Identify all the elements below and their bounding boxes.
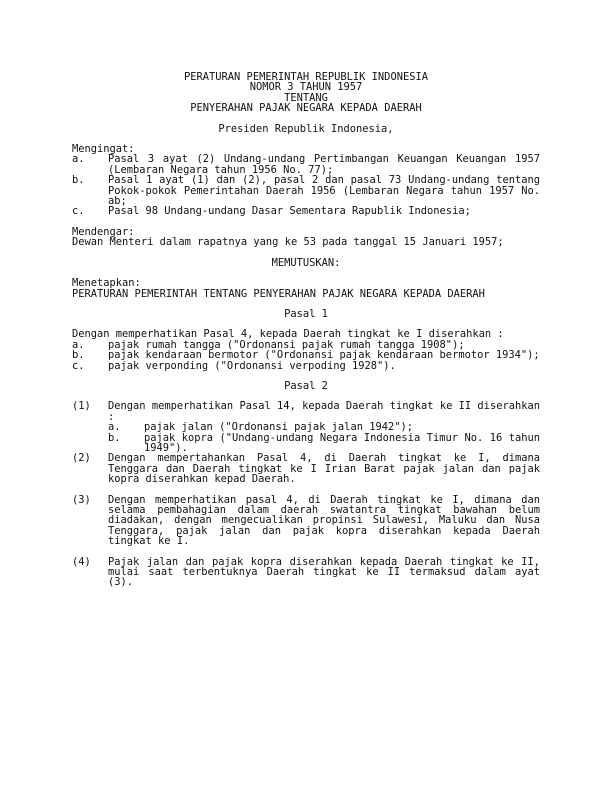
sub-text: pajak kopra ("Undang-undang Negara Indonesia Timur No. 16 tahun 1949"). (144, 431, 540, 454)
pasal-1-item (72, 350, 540, 360)
pasal-1-item (72, 361, 540, 371)
mengingat-item (72, 206, 540, 216)
sub-label: a. (108, 421, 121, 434)
mengingat-item (72, 175, 540, 206)
ayat-text: Dengan mempertahankan Pasal 4, di Daerah tingkat ke I, dimana Tenggara dan Daerah tingkat ke I Irian Barat pajak jalan dan pajak kopra diserahkan kepad Daerah. (108, 452, 540, 486)
item-label: c. (72, 359, 85, 372)
item-label: b. (72, 174, 85, 187)
pasal-1-title: Pasal 1 (284, 307, 328, 320)
pasal-1-intro: Dengan memperhatikan Pasal 4, kepada Daerah tingkat ke I diserahkan : (72, 328, 504, 341)
ayat-text: Pajak jalan dan pajak kopra diserahkan kepada Daerah tingkat ke II, mulai saat terbentuknya Daerah tingkat ke II termaksud dalam ayat (3). (108, 555, 540, 589)
title-block (72, 72, 540, 114)
item-text: Pasal 1 ayat (1) dan (2), pasal 2 dan pasal 73 Undang-undang tentang Pokok-pokok Pemerintahan Daerah 1956 (Lembaran Negara tahun 1957 No. ab; (108, 174, 540, 208)
pasal-2-ayat-4 (72, 557, 540, 588)
menetapkan-heading: Menetapkan: (72, 277, 141, 290)
item-text: pajak kendaraan bermotor ("Ordonansi pajak kendaraan bermotor 1934"); (108, 349, 540, 362)
mendengar-heading: Mendengar: (72, 225, 135, 238)
document-content (72, 72, 540, 588)
ayat-label: (4) (72, 555, 91, 568)
ayat-label: (3) (72, 493, 91, 506)
item-label: c. (72, 205, 85, 218)
title-line-4: PENYERAHAN PAJAK NEGARA KEPADA DAERAH (190, 102, 422, 115)
mengingat-item (72, 154, 540, 175)
ayat-label: (1) (72, 400, 91, 413)
title-line-3: TENTANG (284, 91, 328, 104)
ayat-text: Dengan memperhatikan Pasal 14, kepada Daerah tingkat ke II diserahkan : (108, 400, 540, 423)
pasal-2-title: Pasal 2 (284, 379, 328, 392)
ayat-label: (2) (72, 452, 91, 465)
memutuskan-heading: MEMUTUSKAN: (271, 256, 341, 269)
pasal-2-ayat-3 (72, 495, 540, 547)
item-label: a. (72, 338, 85, 351)
mendengar-text: Dewan Menteri dalam rapatnya yang ke 53 pada tanggal 15 Januari 1957; (72, 236, 504, 249)
item-label: a. (72, 153, 85, 166)
mengingat-heading: Mengingat: (72, 143, 135, 156)
title-line-1: PERATURAN PEMERINTAH REPUBLIK INDONESIA (184, 71, 428, 83)
sub-label: b. (108, 431, 121, 444)
ayat-sub-item (108, 433, 540, 454)
preamble: Presiden Republik Indonesia, (218, 122, 394, 135)
sub-text: pajak jalan ("Ordonansi pajak jalan 1942"); (144, 421, 413, 434)
item-text: Pasal 3 ayat (2) Undang-undang Pertimbangan Keuangan Keuangan 1957 (Lembaran Negara tahun 1956 No. 77); (108, 153, 540, 176)
item-text: pajak rumah tangga ("Ordonansi pajak rumah tangga 1908"); (108, 338, 465, 351)
pasal-2-ayat-2 (72, 453, 540, 484)
item-text: Pasal 98 Undang-undang Dasar Sementara Rapublik Indonesia; (108, 205, 471, 218)
item-text: pajak verponding ("Ordonansi verpoding 1928"). (108, 359, 396, 372)
pasal-2-ayat-1 (72, 401, 540, 453)
ayat-sub-item (108, 422, 540, 432)
menetapkan-text: PERATURAN PEMERINTAH TENTANG PENYERAHAN PAJAK NEGARA KEPADA DAERAH (72, 287, 485, 300)
item-label: b. (72, 349, 85, 362)
title-line-2: NOMOR 3 TAHUN 1957 (249, 81, 363, 94)
ayat-text: Dengan memperhatikan pasal 4, di Daerah tingkat ke I, dimana dan selama pembahagian dalam daerah swatantra tingkat bawahan belum diadakan, dengan mengecualikan propinsi Sulawesi, Maluku dan Nusa Tenggara, pajak jalan dan pajak kopra diserahkan kepada Daerah tingkat ke I. (108, 493, 540, 548)
